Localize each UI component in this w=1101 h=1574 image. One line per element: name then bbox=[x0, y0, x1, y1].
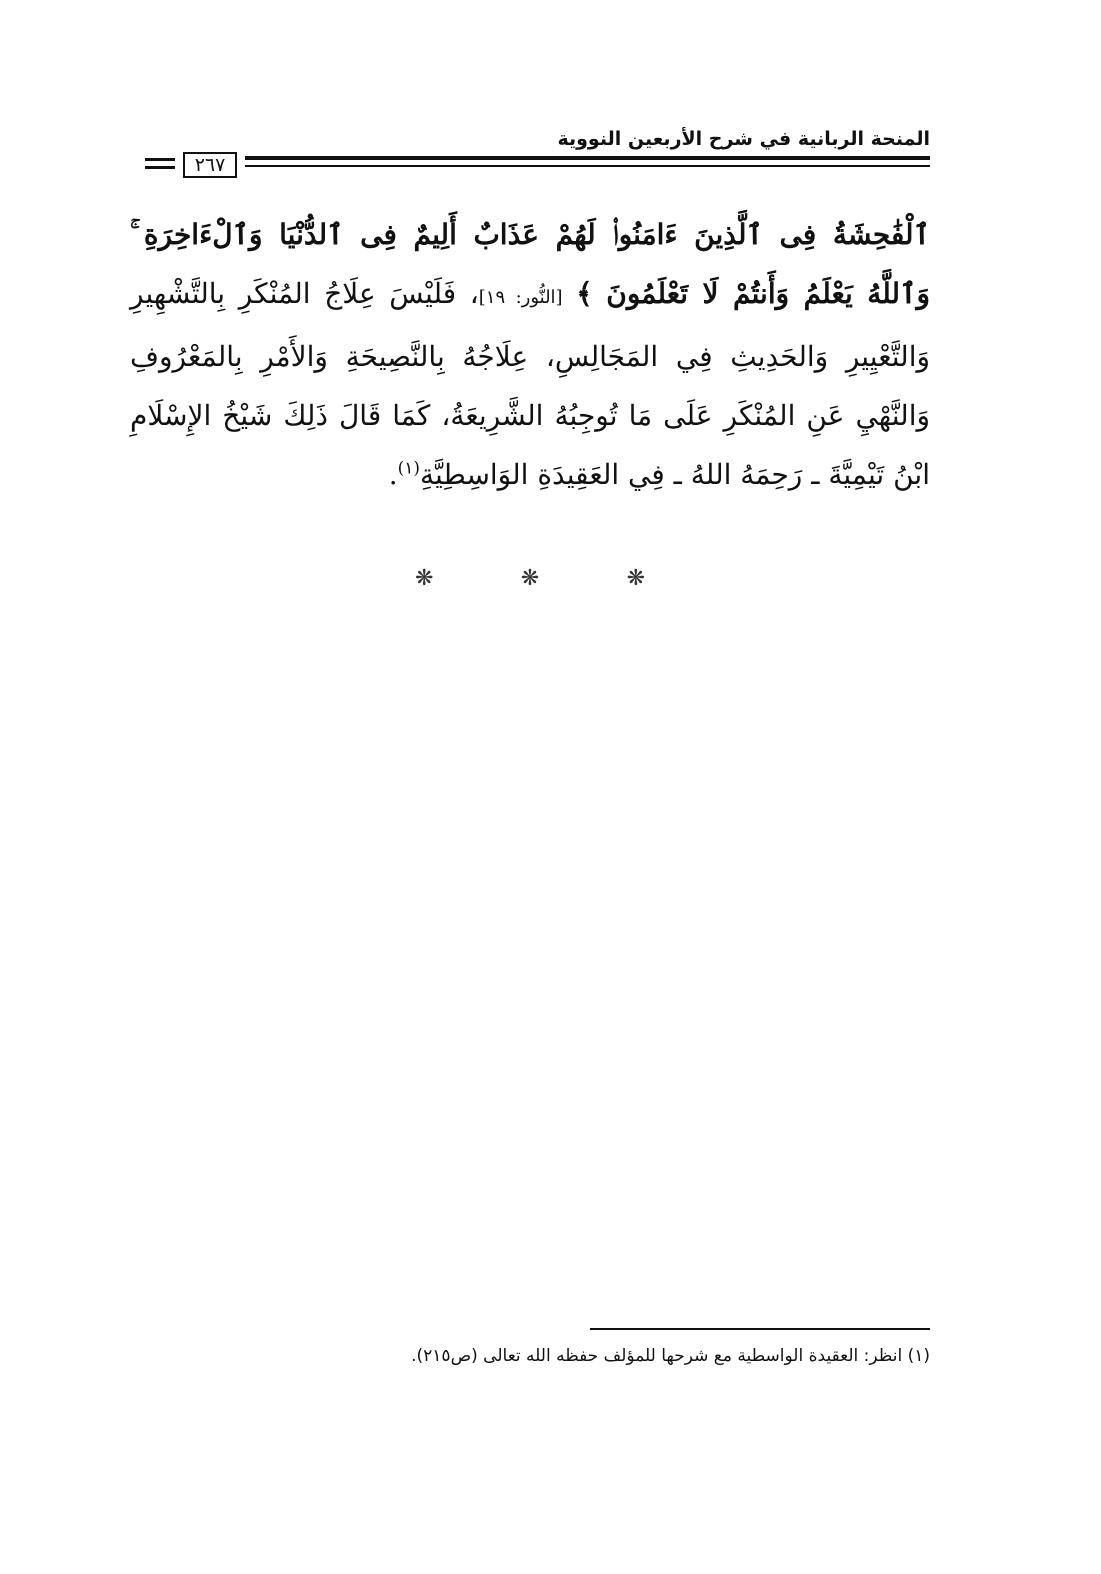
main-paragraph bbox=[130, 205, 930, 504]
header-rule-right-bottom bbox=[245, 165, 930, 167]
asterisk-icon: ❋ bbox=[415, 566, 434, 591]
page-number: ٢٦٧ bbox=[183, 152, 237, 178]
verse-closing-bracket: ﴾ bbox=[576, 277, 593, 310]
header-rule-left-bottom bbox=[145, 166, 175, 169]
header-rule-right-top bbox=[245, 156, 930, 160]
asterisk-icon: ❋ bbox=[520, 566, 540, 591]
verse-reference: [النُّور: ١٩] bbox=[478, 287, 563, 308]
asterisk-icon: ❋ bbox=[626, 566, 645, 591]
book-title: المنحة الربانية في شرح الأربعين النووية bbox=[557, 128, 930, 150]
paragraph-text: ، فَلَيْسَ عِلَاجُ المُنْكَرِ بِالتَّشْهِيرِ وَالتَّعْيِيرِ وَالحَدِيثِ فِي المَجَالِسِ، عِلَاجُهُ بِالنَّصِيحَةِ وَالأَمْرِ بِالمَعْرُوفِ وَالنَّهْيِ عَنِ المُنْكَرِ عَلَى مَا تُوجِبُهُ الشَّرِيعَةُ، كَمَا قَالَ ذَلِكَ شَيْخُ الإِسْلَامِ ابْنُ تَيْمِيَّةَ ـ رَحِمَهُ اللهُ ـ فِي العَقِيدَةِ الوَاسِطِيَّةِ bbox=[130, 277, 930, 491]
footnote-marker: (١) bbox=[397, 458, 421, 479]
header-rule-left-top bbox=[145, 158, 175, 161]
running-header bbox=[145, 128, 930, 188]
footnote: (١) انظر: العقيدة الواسطية مع شرحها للمؤلف حفظه الله تعالى (ص٢١٥). bbox=[411, 1346, 930, 1366]
section-separator bbox=[415, 566, 645, 591]
footnote-rule bbox=[590, 1328, 930, 1330]
quran-verse: ٱلْفَٰحِشَةُ فِى ٱلَّذِينَ ءَامَنُوا۟ لَهُمْ عَذَابٌ أَلِيمٌ فِى ٱلدُّنْيَا وَٱلْءَاخِرَةِ ۚ وَٱللَّهُ يَعْلَمُ وَأَنتُمْ لَا تَعْلَمُونَ bbox=[130, 218, 931, 310]
paragraph-end: . bbox=[388, 458, 398, 491]
